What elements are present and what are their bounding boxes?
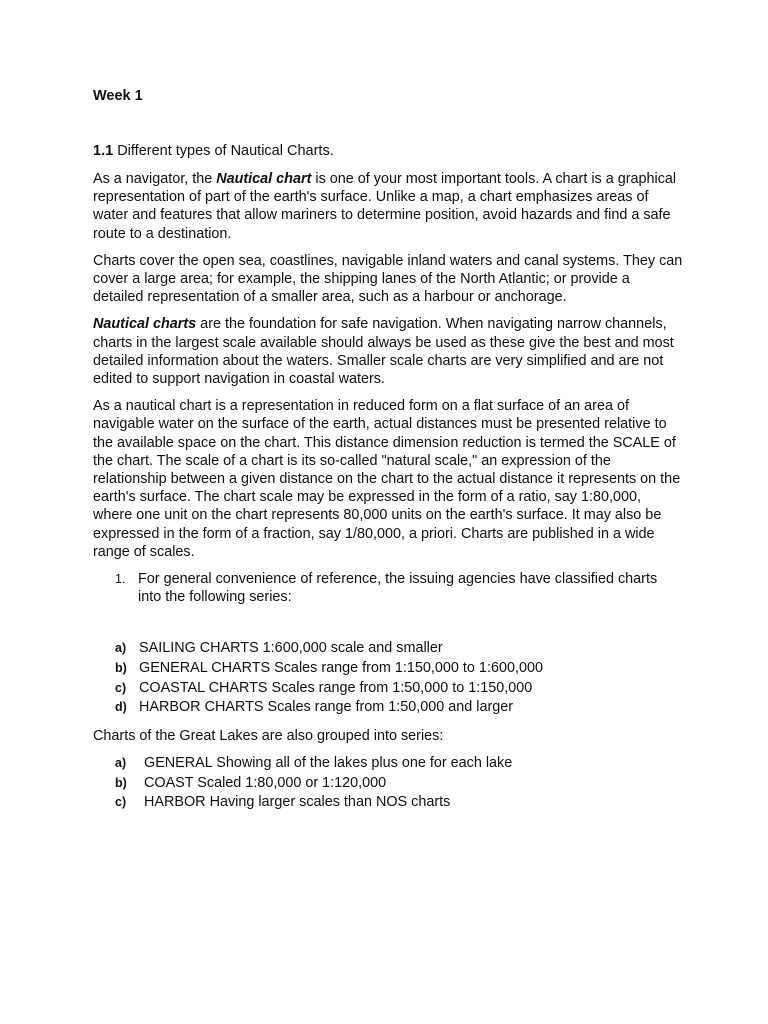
paragraph-text: are the foundation for safe navigation. When navigating narrow channels, charts in the largest scale available should always be used as these give the best and most detailed information about the waters. Smaller scale charts are very simplified and are not edited to support navigation in coastal waters. (93, 316, 674, 388)
list-marker: a) (115, 641, 127, 656)
list-item-text: GENERAL CHARTS Scales range from 1:150,000 to 1:600,000 (139, 660, 543, 677)
paragraph-nautical-chart-intro (93, 170, 683, 243)
list-item-text: COAST Scaled 1:80,000 or 1:120,000 (144, 774, 387, 791)
list-marker: b) (115, 775, 127, 790)
paragraph-chart-coverage: Charts cover the open sea, coastlines, navigable inland waters and canal systems. They can cover a large area; for example, the shipping lanes of the North Atlantic; or provide a detailed representation of a smaller area, such as a harbour or anchorage. (93, 252, 683, 306)
paragraph-great-lakes-intro: Charts of the Great Lakes are also grouped into series: (93, 727, 444, 744)
emphasis-nautical-charts: Nautical charts (93, 316, 197, 333)
document-body (93, 170, 683, 813)
list-marker: a) (115, 756, 127, 771)
list-item-text: For general convenience of reference, the issuing agencies have classified charts into the following series: (138, 571, 658, 606)
list-item-text: HARBOR CHARTS Scales range from 1:50,000 and larger (139, 699, 514, 716)
week-heading: Week 1 (93, 88, 143, 104)
list-marker: c) (115, 680, 127, 695)
list-item (93, 679, 683, 699)
section-heading (93, 142, 334, 160)
spacer (93, 606, 683, 639)
paragraph-text: is one of your most important tools. A chart is a graphical representation of part of the earth's surface. Unlike a map, a chart emphasizes areas of water and features that allow mariners to determine position, avoid hazards and find a safe route to a destination. (93, 171, 677, 242)
list-marker: d) (115, 700, 127, 715)
emphasis-nautical-chart: Nautical chart (216, 171, 312, 187)
list-item-text: COASTAL CHARTS Scales range from 1:50,000 to 1:150,000 (139, 679, 533, 696)
chart-series-list (93, 639, 683, 717)
list-marker: c) (115, 795, 127, 810)
section-title-text: Different types of Nautical Charts. (113, 143, 334, 159)
numbered-list (93, 570, 683, 606)
list-item (93, 754, 683, 774)
list-marker: b) (115, 661, 127, 676)
list-item (93, 639, 683, 659)
great-lakes-series-list (93, 754, 683, 813)
list-item (93, 774, 683, 794)
list-item (93, 698, 683, 718)
list-item-text: GENERAL Showing all of the lakes plus one for each lake (144, 755, 513, 772)
list-item (93, 659, 683, 679)
list-item-text: SAILING CHARTS 1:600,000 scale and smaller (139, 640, 443, 657)
paragraph-safe-navigation (93, 315, 683, 388)
list-marker: 1. (115, 572, 126, 587)
list-item (93, 793, 683, 813)
list-item (93, 570, 683, 606)
paragraph-text: As a navigator, the (93, 171, 217, 187)
list-item-text: HARBOR Having larger scales than NOS charts (144, 794, 451, 811)
paragraph-chart-scale: As a nautical chart is a representation in reduced form on a flat surface of an area of navigable water on the surface of the earth, actual distances must be presented relative to the available space on the chart. This distance dimension reduction is termed the SCALE of the chart. The scale of a chart is its so-called "natural scale," an expression of the relationship between a given distance on the chart to the actual distance it represents on the earth's surface. The chart scale may be expressed in the form of a ratio, say 1:80,000, where one unit on the chart represents 80,000 units on the earth's surface. It may also be expressed in the form of a fraction, say 1/80,000, a priori. Charts are published in a wide range of scales. (93, 398, 681, 560)
section-number: 1.1 (93, 143, 114, 159)
